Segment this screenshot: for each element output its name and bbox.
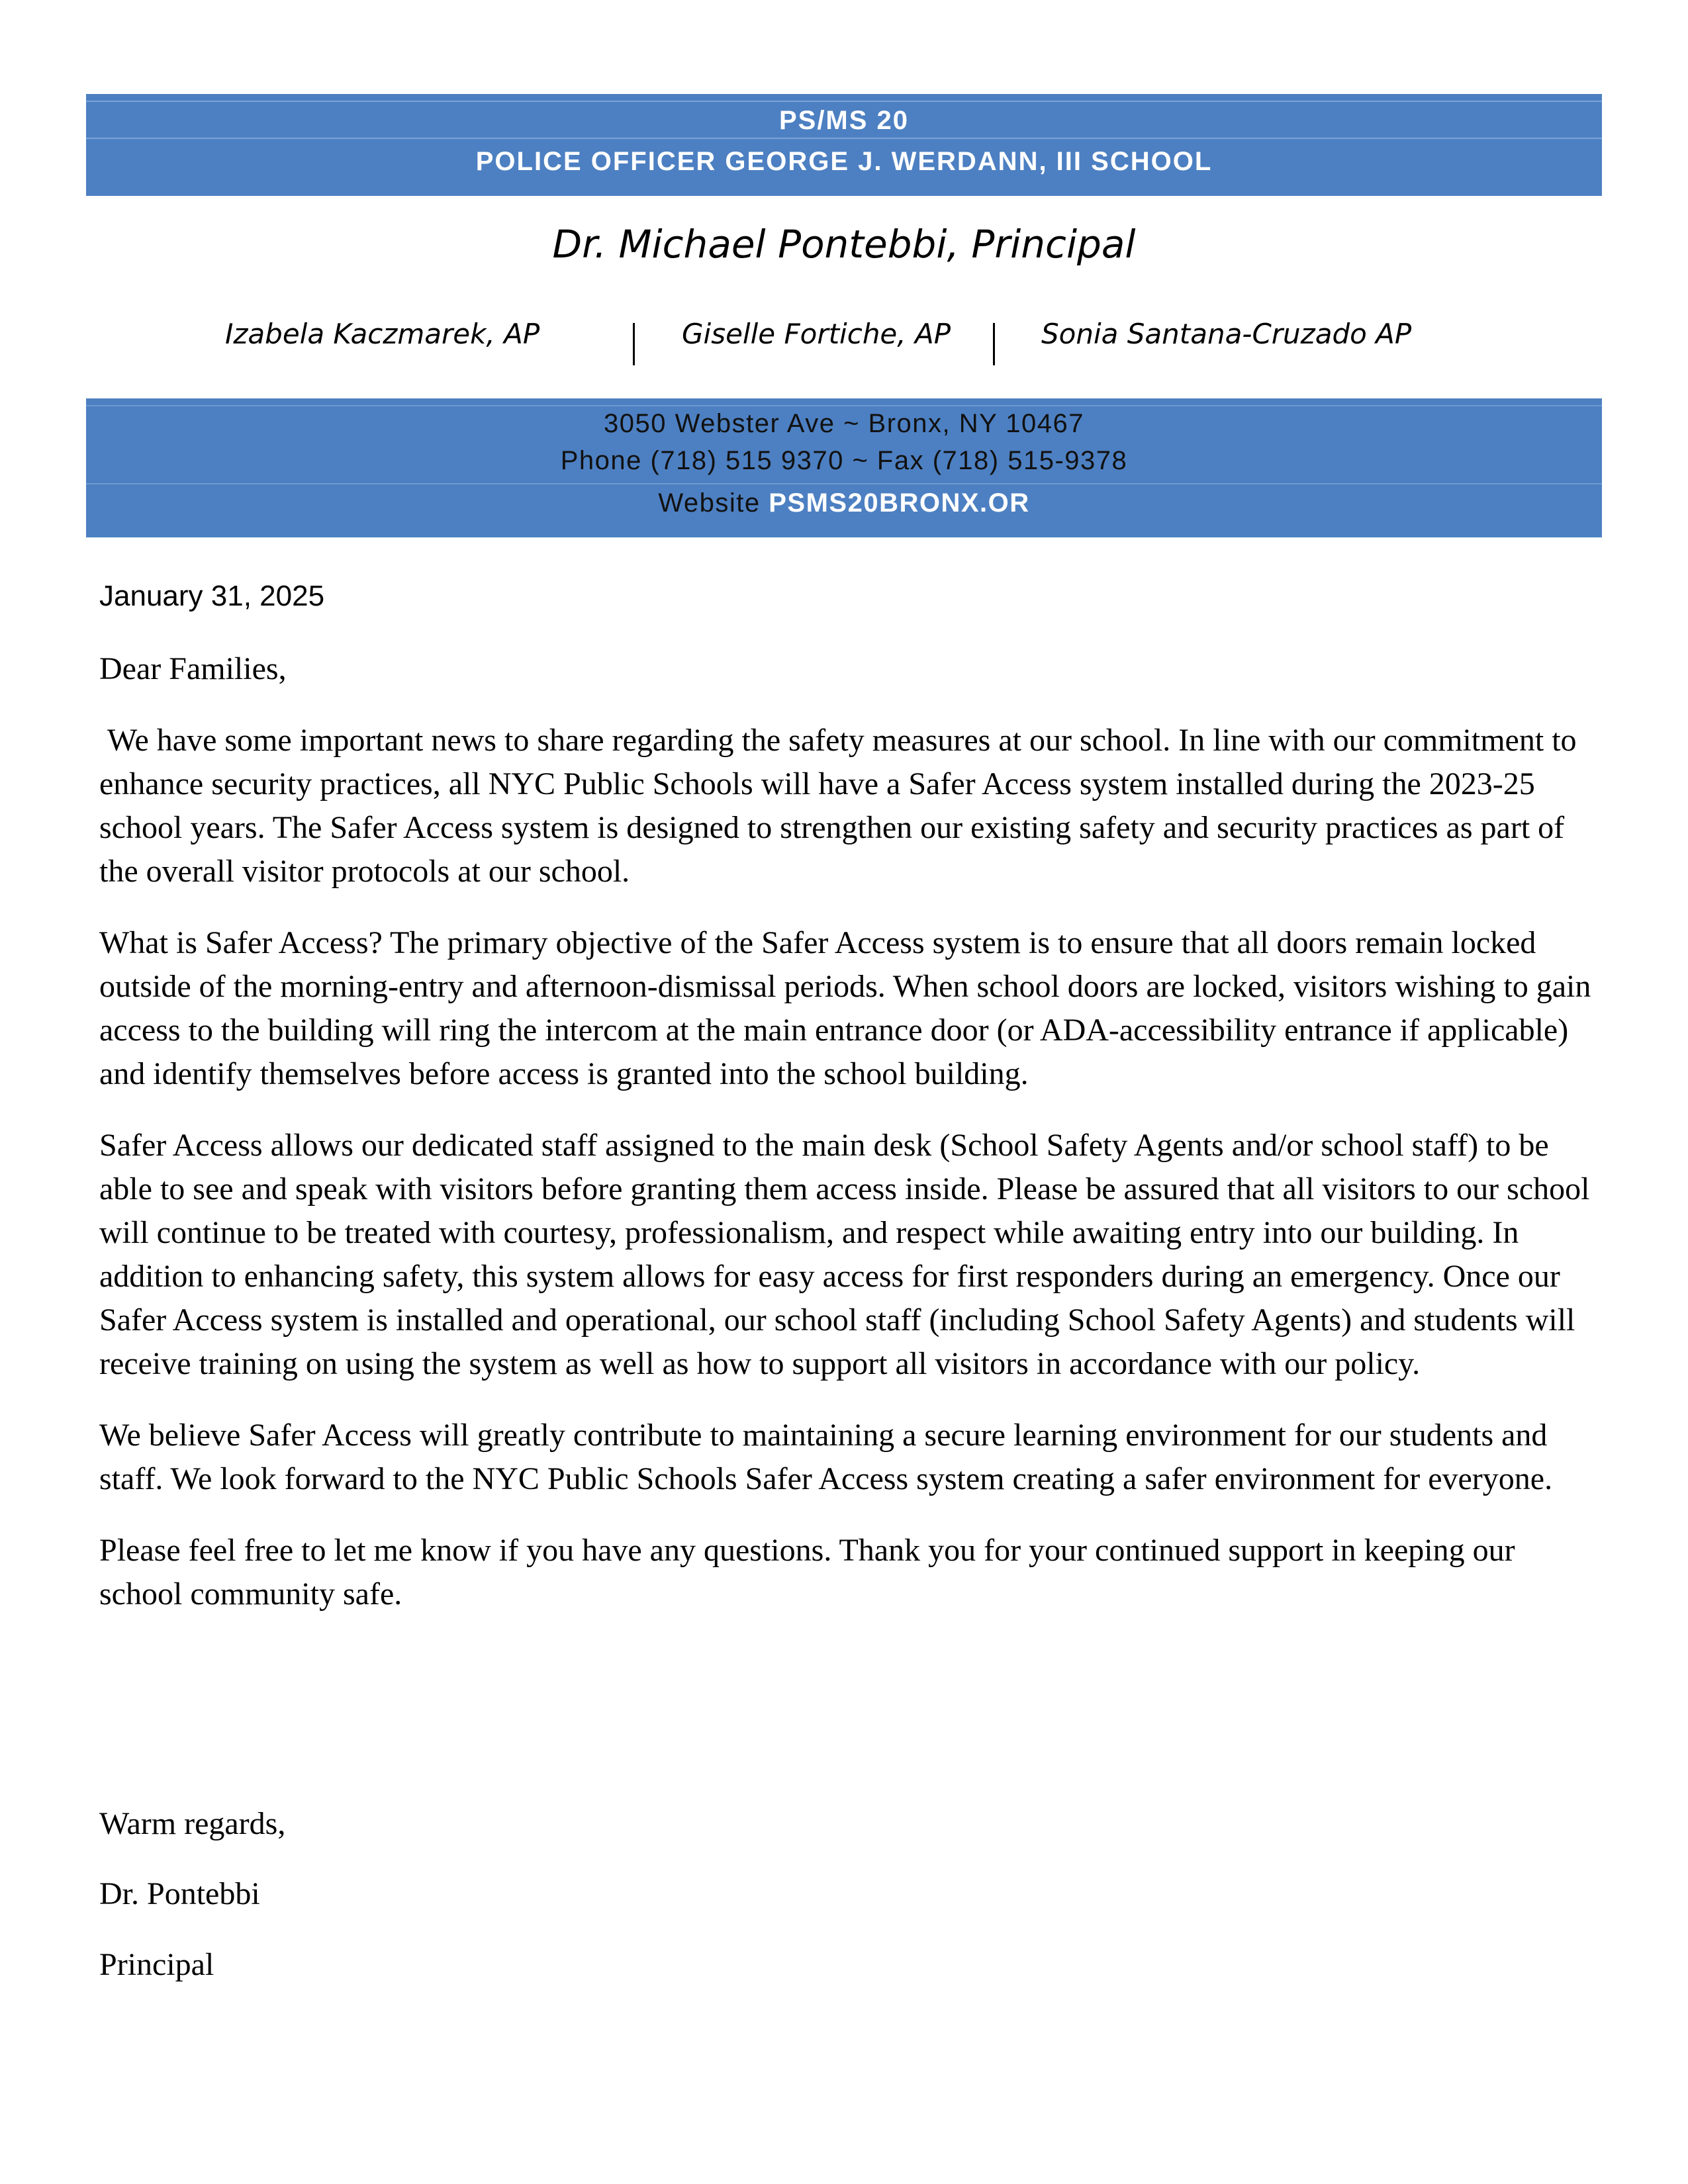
paragraph: We believe Safer Access will greatly contribute to maintaining a secure learning environment for our students and staff. We look forward to the NYC Public Schools Safer Access system creating a safer environment for everyone. — [99, 1418, 1553, 1496]
closing: Warm regards, — [99, 1806, 286, 1841]
website-label: Website — [658, 488, 769, 518]
letter-date: January 31, 2025 — [99, 580, 325, 612]
website-line — [86, 488, 1602, 518]
paragraph: Please feel free to let me know if you have any questions. Thank you for your continued support in keeping our school community safe. — [99, 1533, 1515, 1612]
divider — [993, 323, 995, 365]
assistant-principal-3: Sonia Santana-Cruzado AP — [1041, 318, 1412, 350]
divider — [86, 405, 1602, 406]
divider — [633, 323, 635, 365]
assistant-principal-2: Giselle Fortiche, AP — [682, 318, 951, 350]
divider — [86, 101, 1602, 102]
divider — [86, 138, 1602, 139]
paragraph: Safer Access allows our dedicated staff assigned to the main desk (School Safety Agents and/or school staff) to be able to see and speak with visitors before granting them access inside. Please be assured that all visitors to our school will continue to be treated with courtesy, professionalism, and respect while awaiting entry into our building. In addition to enhancing safety, this system allows for easy access for first responders during an emergency. Once our Safer Access system is installed and operational, our school staff (including School Safety Agents) and students will receive training on using the system as well as how to support all visitors in accordance with our policy. — [99, 1128, 1590, 1381]
assistant-principal-1: Izabela Kaczmarek, AP — [225, 318, 540, 350]
signer-title: Principal — [99, 1947, 214, 1982]
divider — [86, 483, 1602, 484]
contact-band — [86, 398, 1602, 537]
school-header-band — [86, 94, 1602, 196]
principal-name: Dr. Michael Pontebbi, Principal — [552, 222, 1136, 267]
paragraph: What is Safer Access? The primary objective of the Safer Access system is to ensure that all doors remain locked outside of the morning-entry and afternoon-dismissal periods. When school doors are locked, visitors wishing to gain access to the building will ring the intercom at the main entrance door (or ADA-accessibility entrance if applicable) and identify themselves before access is granted into the school building. — [99, 925, 1591, 1091]
signer-name: Dr. Pontebbi — [99, 1876, 260, 1911]
school-code: PS/MS 20 — [778, 106, 910, 135]
phone-fax: Phone (718) 515 9370 ~ Fax (718) 515-9378 — [560, 446, 1128, 475]
salutation: Dear Families, — [99, 651, 287, 686]
website-link[interactable]: PSMS20BRONX.OR — [769, 488, 1030, 518]
school-name: POLICE OFFICER GEORGE J. WERDANN, III SCHOOL — [475, 147, 1213, 176]
letter-body — [99, 647, 1595, 1644]
address: 3050 Webster Ave ~ Bronx, NY 10467 — [604, 409, 1084, 438]
paragraph: We have some important news to share regarding the safety measures at our school. In line with our commitment to enhance security practices, all NYC Public Schools will have a Safer Access system installed during the 2023-25 school years. The Safer Access system is designed to strengthen our existing safety and security practices as part of the overall visitor protocols at our school. — [99, 723, 1585, 889]
